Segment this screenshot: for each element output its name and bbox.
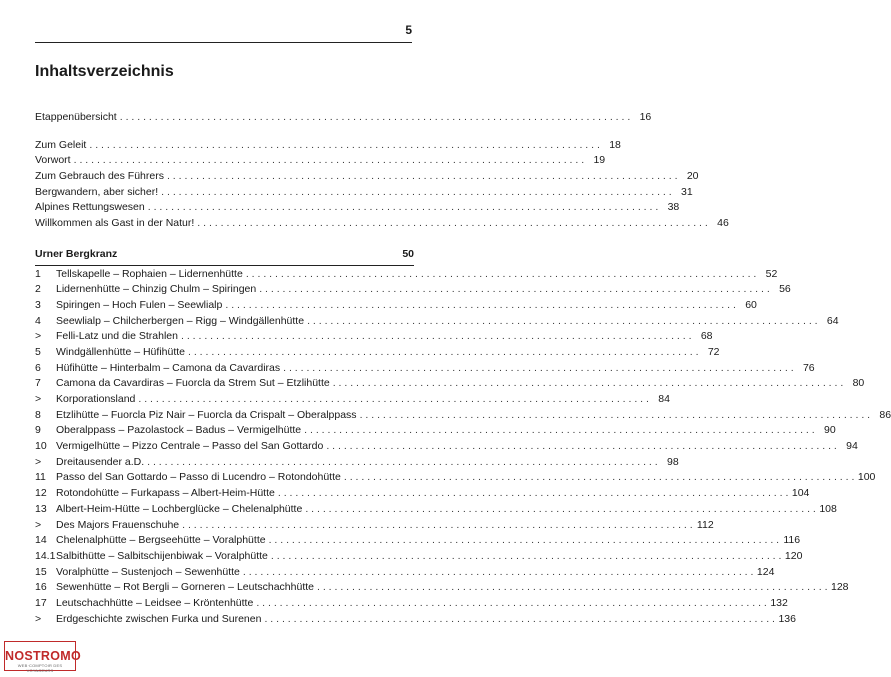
- toc-entry[interactable]: [35, 216, 729, 232]
- entry-title: Zum Gebrauch des Führers: [35, 170, 164, 183]
- dot-leader: [74, 153, 585, 169]
- entry-page: 52: [765, 267, 778, 280]
- section-entry-list: [35, 267, 891, 628]
- entry-title: Erdgeschichte zwischen Furka und Surenen: [56, 612, 262, 625]
- toc-entry[interactable]: [35, 200, 680, 216]
- entry-number: 4: [35, 314, 41, 327]
- dot-leader: [138, 392, 649, 408]
- toc-entry[interactable]: [35, 345, 720, 361]
- entry-page: 120: [784, 549, 803, 562]
- entry-page: 16: [639, 111, 652, 123]
- entry-page: 100: [857, 471, 876, 484]
- toc-entry[interactable]: [35, 533, 801, 549]
- intro-list: [35, 110, 652, 126]
- entry-page: 84: [658, 393, 670, 405]
- section-rule: [35, 265, 414, 266]
- entry-title: Alpines Rettungswesen: [35, 201, 145, 214]
- entry-title: Dreitausender a.D.: [56, 455, 145, 468]
- entry-title: Etappenübersicht: [35, 111, 117, 123]
- page-number: 5: [405, 23, 412, 37]
- entry-number: 10: [35, 440, 47, 453]
- dot-leader: [360, 408, 871, 424]
- dot-leader: [333, 376, 844, 392]
- section-heading[interactable]: [35, 247, 414, 263]
- entry-title: Spiringen – Hoch Fulen – Seewlialp: [56, 298, 223, 311]
- toc-entry[interactable]: [35, 612, 796, 628]
- section-title: Urner Bergkranz: [35, 247, 118, 260]
- dot-leader: [161, 185, 672, 201]
- toc-entry[interactable]: [35, 169, 699, 185]
- dot-leader: [264, 612, 775, 628]
- toc-entry[interactable]: [35, 392, 670, 408]
- entry-title: Oberalppass – Pazolastock – Badus – Vermigelhütte: [56, 424, 302, 437]
- dot-leader: [188, 345, 699, 361]
- toc-entry[interactable]: [35, 549, 803, 565]
- dot-leader: [269, 533, 780, 549]
- entry-number: 7: [35, 377, 41, 390]
- entry-title: Lidernenhütte – Chinzig Chulm – Spiringen: [56, 283, 257, 296]
- entry-number: 1: [35, 267, 41, 280]
- entry-title: Etzlihütte – Fuorcla Piz Nair – Fuorcla da Crispalt – Oberalppass: [56, 408, 357, 421]
- entry-number: 15: [35, 565, 47, 578]
- entry-title: Seewlialp – Chilcherbergen – Rigg – Windgällenhütte: [56, 314, 305, 327]
- entry-title: Zum Geleit: [35, 138, 87, 151]
- toc-entry[interactable]: [35, 502, 837, 518]
- dot-leader: [305, 502, 816, 518]
- entry-number: >: [35, 612, 42, 625]
- dot-leader: [256, 596, 767, 612]
- entry-title: Chelenalphütte – Bergseehütte – Voralphütte: [56, 534, 266, 547]
- toc-entry[interactable]: [35, 298, 757, 314]
- entry-page: 90: [824, 424, 836, 437]
- toc-entry[interactable]: [35, 486, 810, 502]
- entry-title: Passo del San Gottardo – Passo di Lucendro – Rotondohütte: [56, 471, 341, 484]
- page-title: Inhaltsverzeichnis: [35, 63, 174, 80]
- entry-page: 68: [700, 330, 713, 343]
- entry-title: Vermigelhütte – Pizzo Centrale – Passo del San Gottardo: [56, 440, 324, 453]
- section-page: 50: [402, 247, 414, 260]
- entry-number: 14.1: [35, 549, 56, 562]
- entry-page: 80: [852, 377, 865, 390]
- entry-page: 128: [831, 581, 849, 594]
- entry-page: 64: [826, 314, 839, 327]
- entry-title: Salbithütte – Salbitschijenbiwak – Voralphütte: [56, 549, 268, 562]
- entry-number: >: [35, 393, 42, 405]
- entry-number: 17: [35, 596, 47, 609]
- entry-title: Albert-Heim-Hütte – Lochberglücke – Chelenalphütte: [56, 502, 303, 515]
- entry-title: Windgällenhütte – Hüfihütte: [56, 345, 185, 358]
- entry-page: 108: [819, 502, 837, 515]
- entry-page: 18: [609, 138, 621, 151]
- entry-number: >: [35, 518, 42, 531]
- entry-page: 38: [667, 201, 680, 214]
- toc-entry[interactable]: [35, 153, 606, 169]
- toc-entry[interactable]: [35, 361, 815, 377]
- stamp-brand: NOSTROMO: [5, 649, 82, 663]
- toc-entry[interactable]: [35, 580, 849, 596]
- entry-number: >: [35, 330, 42, 343]
- dot-leader: [271, 549, 782, 565]
- entry-page: 136: [778, 612, 796, 625]
- toc-entry[interactable]: [35, 282, 791, 298]
- dot-leader: [167, 169, 678, 185]
- dot-leader: [120, 110, 631, 126]
- entry-page: 20: [686, 170, 699, 183]
- toc-entry[interactable]: [35, 138, 621, 154]
- front-matter-list: [35, 138, 729, 232]
- entry-page: 46: [717, 217, 729, 230]
- entry-page: 104: [791, 487, 810, 500]
- header-rule: [35, 42, 412, 43]
- nostromo-stamp-logo: [4, 641, 82, 673]
- entry-title: Willkommen als Gast in der Natur!: [35, 217, 195, 230]
- dot-leader: [246, 267, 757, 283]
- entry-number: 2: [35, 283, 41, 296]
- entry-title: Leutschachhütte – Leidsee – Kröntenhütte: [56, 596, 254, 609]
- entry-page: 76: [802, 361, 815, 374]
- dot-leader: [197, 216, 708, 232]
- toc-entry[interactable]: [35, 596, 788, 612]
- toc-entry[interactable]: [35, 408, 891, 424]
- entry-title: Tellskapelle – Rophaien – Lidernenhütte: [56, 267, 243, 280]
- entry-title: Hüfihütte – Hinterbalm – Camona da Cavardiras: [56, 361, 281, 374]
- dot-leader: [283, 361, 794, 377]
- entry-number: 6: [35, 361, 41, 374]
- dot-leader: [147, 455, 658, 471]
- entry-number: >: [35, 455, 42, 468]
- entry-page: 72: [707, 345, 720, 358]
- entry-page: 98: [666, 455, 679, 468]
- dot-leader: [259, 282, 770, 298]
- entry-number: 11: [35, 471, 46, 484]
- toc-entry[interactable]: [35, 329, 713, 345]
- dot-leader: [182, 518, 693, 534]
- toc-entry[interactable]: [35, 314, 839, 330]
- entry-number: 14: [35, 534, 47, 547]
- toc-entry[interactable]: [35, 565, 775, 581]
- toc-entry[interactable]: [35, 185, 693, 201]
- entry-title: Voralphütte – Sustenjoch – Sewenhütte: [56, 565, 240, 578]
- spacer: [35, 126, 414, 138]
- entry-page: 94: [846, 440, 858, 453]
- entry-title: Des Majors Frauenschuhe: [56, 518, 180, 531]
- entry-number: 13: [35, 502, 47, 515]
- entry-number: 9: [35, 424, 41, 437]
- dot-leader: [278, 486, 789, 502]
- entry-page: 19: [593, 154, 606, 167]
- toc-entry[interactable]: [35, 518, 714, 534]
- entry-title: Felli-Latz und die Strahlen: [56, 330, 178, 343]
- entry-title: Bergwandern, aber sicher!: [35, 185, 159, 198]
- entry-number: 8: [35, 408, 41, 421]
- toc-entry[interactable]: [35, 376, 865, 392]
- toc-entry[interactable]: [35, 470, 876, 486]
- entry-number: 3: [35, 298, 41, 311]
- entry-title: Vorwort: [35, 154, 71, 167]
- dot-leader: [304, 423, 815, 439]
- entry-title: Camona da Cavardiras – Fuorcla da Strem Sut – Etzlihütte: [56, 377, 330, 390]
- entry-number: 5: [35, 345, 41, 358]
- entry-page: 112: [696, 518, 714, 531]
- entry-page: 124: [756, 565, 775, 578]
- entry-page: 132: [770, 596, 788, 609]
- toc-entry[interactable]: [35, 423, 836, 439]
- dot-leader: [344, 470, 855, 486]
- dot-leader: [225, 298, 736, 314]
- stamp-tagline: WEB·COMPTOIR DES VOYAGEURS: [17, 663, 63, 673]
- entry-page: 31: [681, 185, 693, 198]
- table-of-contents: [35, 110, 891, 627]
- toc-entry[interactable]: [35, 439, 858, 455]
- dot-leader: [317, 580, 828, 596]
- dot-leader: [243, 565, 754, 581]
- entry-number: 16: [35, 581, 47, 594]
- spacer: [35, 232, 414, 247]
- toc-entry[interactable]: [35, 267, 778, 283]
- dot-leader: [326, 439, 837, 455]
- dot-leader: [181, 329, 692, 345]
- entry-title: Korporationsland: [56, 393, 136, 405]
- toc-entry[interactable]: [35, 110, 652, 126]
- dot-leader: [148, 200, 659, 216]
- entry-number: 12: [35, 487, 47, 500]
- dot-leader: [89, 138, 600, 154]
- dot-leader: [307, 314, 818, 330]
- entry-page: 116: [783, 534, 801, 547]
- toc-entry[interactable]: [35, 455, 679, 471]
- entry-title: Rotondohütte – Furkapass – Albert-Heim-Hütte: [56, 487, 275, 500]
- entry-page: 86: [879, 408, 891, 421]
- entry-page: 56: [779, 283, 791, 296]
- entry-page: 60: [745, 298, 757, 311]
- entry-title: Sewenhütte – Rot Bergli – Gorneren – Leutschachhütte: [56, 581, 314, 594]
